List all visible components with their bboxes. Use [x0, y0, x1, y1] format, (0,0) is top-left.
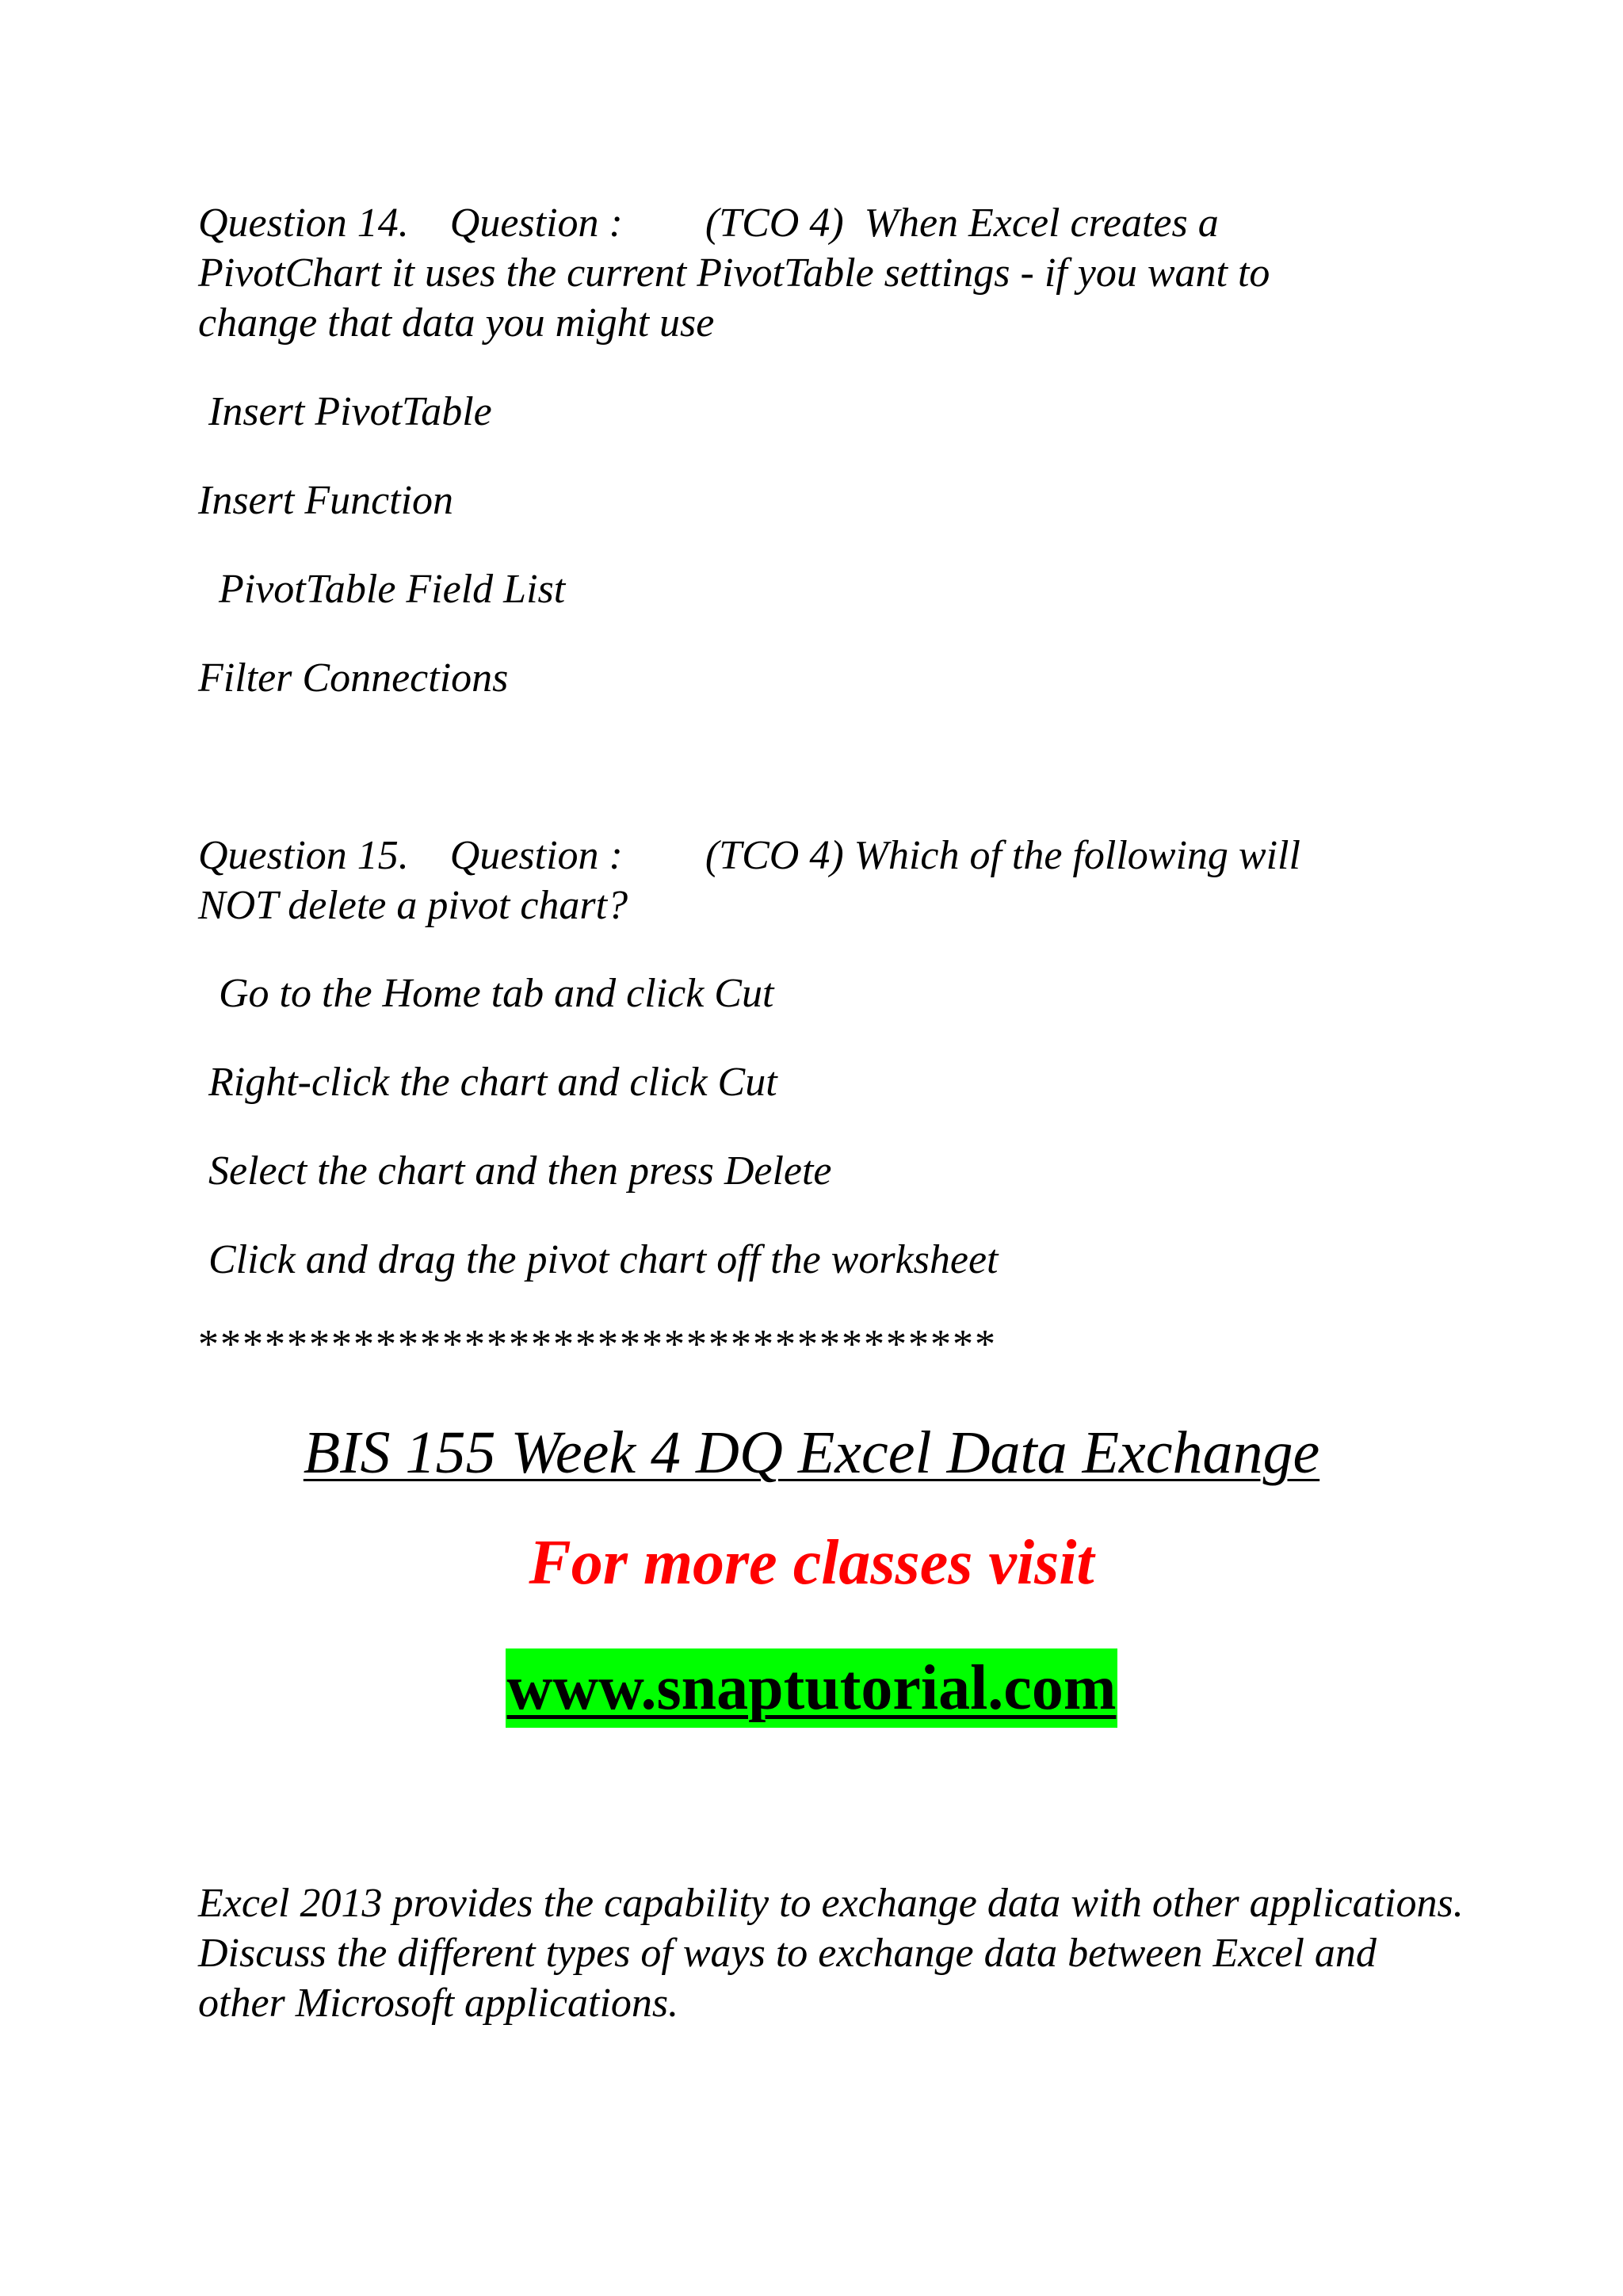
question-15-line-1: Question 15. Question : (TCO 4) Which of the following will: [198, 833, 1300, 878]
question-15-option: Select the chart and then press Delete: [198, 1148, 832, 1194]
question-15-option: Right-click the chart and click Cut: [198, 1060, 777, 1105]
question-14-line-1: Question 14. Question : (TCO 4) When Excel creates a: [198, 201, 1219, 246]
website-link[interactable]: www.snaptutorial.com: [506, 1648, 1118, 1728]
question-14-option: PivotTable Field List: [198, 567, 566, 612]
website-container: [0, 1648, 1623, 1728]
question-15-option: Go to the Home tab and click Cut: [198, 971, 774, 1016]
more-classes-text: For more classes visit: [529, 1528, 1094, 1598]
question-15-line-2: NOT delete a pivot chart?: [198, 883, 628, 928]
separator-line: ************************************: [198, 1322, 997, 1367]
discussion-paragraph: Excel 2013 provides the capability to exchange data with other applications. Discuss the different types of ways to exchange data between Excel and other Microsoft applications.: [198, 1881, 1464, 2026]
question-14-option: Insert Function: [198, 478, 454, 523]
page-title: BIS 155 Week 4 DQ Excel Data Exchange: [303, 1419, 1320, 1486]
question-14-option: Filter Connections: [198, 655, 509, 701]
question-14-line-3: change that data you might use: [198, 300, 715, 346]
question-15-option: Click and drag the pivot chart off the worksheet: [198, 1237, 999, 1282]
question-14-option: Insert PivotTable: [198, 389, 492, 434]
question-14-line-2: PivotChart it uses the current PivotTable settings - if you want to: [198, 250, 1270, 296]
